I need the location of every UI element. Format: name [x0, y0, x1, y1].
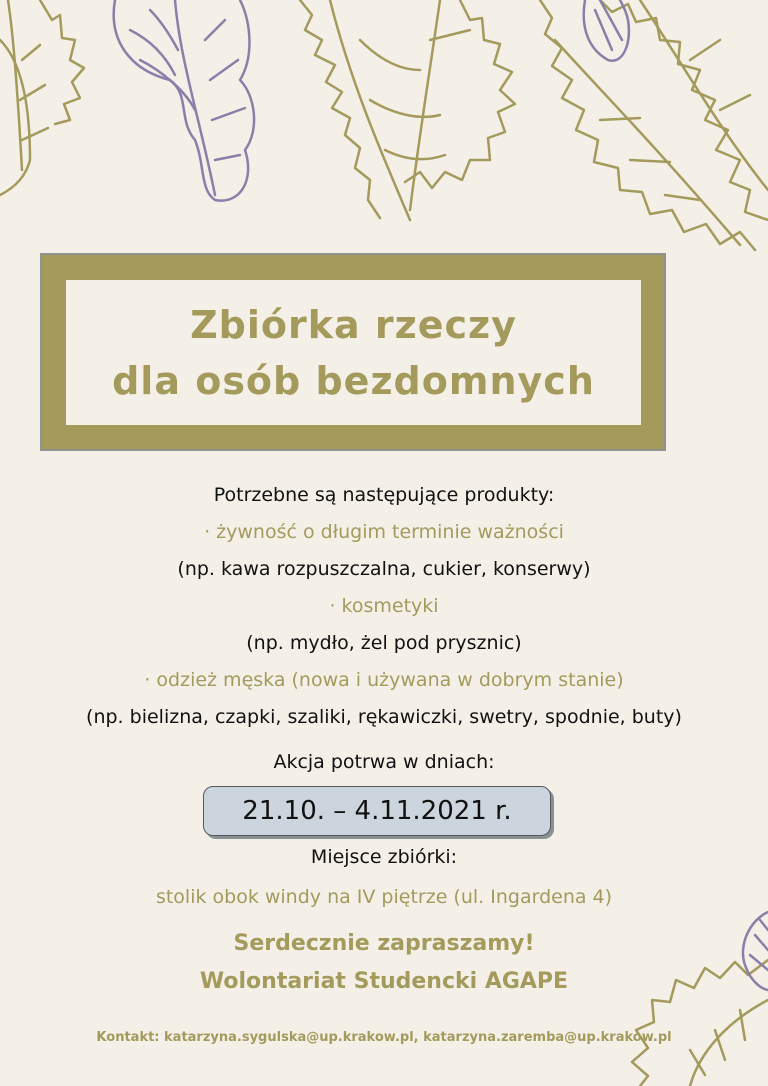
leaf-icon [540, 0, 768, 250]
dates-value: 21.10. – 4.11.2021 r. [242, 796, 512, 826]
page-title-line-1: Zbiórka rzeczy [190, 302, 517, 347]
closing-invitation: Serdecznie zapraszamy! [233, 931, 535, 956]
location-value: stolik obok windy na IV piętrze (ul. Ingardena 4) [155, 886, 613, 908]
dates-badge [203, 786, 551, 836]
page-title-line-2: dla osób bezdomnych [112, 358, 595, 403]
item-examples-cosmetics: (np. mydło, żel pod prysznic) [246, 632, 522, 654]
item-name-cosmetics: · kosmetyki [329, 595, 439, 617]
item-name-clothing: · odzież męska (nowa i używana w dobrym stanie) [144, 669, 624, 691]
leaf-icon [300, 0, 515, 220]
leaf-icon [114, 0, 254, 201]
title-panel [66, 280, 641, 425]
closing-organization: Wolontariat Studencki AGAPE [199, 969, 569, 994]
title-frame [40, 253, 666, 451]
dates-label: Akcja potrwa w dniach: [273, 751, 495, 773]
intro-text: Potrzebne są następujące produkty: [213, 484, 555, 506]
contact-info: Kontakt: katarzyna.sygulska@up.krakow.pl, katarzyna.zaremba@up.krakow.pl [96, 1030, 672, 1045]
leaf-icon [584, 0, 629, 61]
leaf-icon [0, 0, 84, 195]
location-label: Miejsce zbiórki: [310, 846, 458, 868]
item-name-food: · żywność o długim terminie ważności [204, 521, 564, 543]
item-examples-clothing: (np. bielizna, czapki, szaliki, rękawiczki, swetry, spodnie, buty) [86, 706, 682, 728]
item-examples-food: (np. kawa rozpuszczalna, cukier, konserwy) [177, 558, 591, 580]
